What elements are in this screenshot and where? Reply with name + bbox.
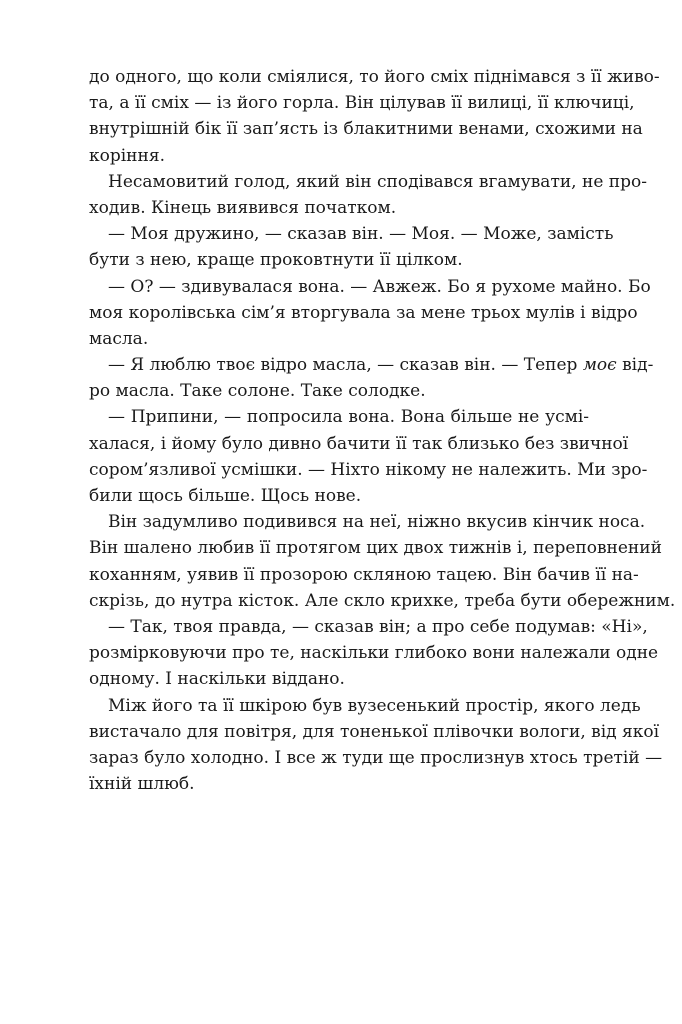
text-line: скрізь, до нутра кісток. Але скло крихке, треба бути обережним. xyxy=(89,590,676,611)
paragraph-6 xyxy=(89,404,648,509)
text-line: — Так, твоя правда, — сказав він; а про себе подумав: «Ні», xyxy=(108,616,648,637)
text-line: халася, і йому було дивно бачити її так близько без звичної xyxy=(89,433,629,454)
text-line: бути з нею, краще проковтнути її цілком. xyxy=(89,250,463,271)
text-line: масла. xyxy=(89,328,149,349)
text-line: вистачало для повітря, для тоненької плівочки вологи, від якої xyxy=(89,721,660,742)
text-line: моя королівська сім’я вторгувала за мене трьох мулів і відро xyxy=(89,302,638,323)
text-line: били щось більше. Щось нове. xyxy=(89,486,362,506)
paragraph-2 xyxy=(89,169,647,221)
text-line: сором’язливої усмішки. — Ніхто нікому не належить. Ми зро- xyxy=(89,459,648,480)
paragraph-7 xyxy=(89,509,676,614)
text-line: до одного, що коли сміялися, то його сміх піднімався з її живо- xyxy=(89,67,660,87)
text-line: — Моя дружино, — сказав він. — Моя. — Може, замість xyxy=(108,224,614,245)
paragraph-1 xyxy=(89,64,660,169)
text-line: зараз було холодно. І все ж туди ще прослизнув хтось третій — xyxy=(89,747,663,768)
text-line: та, а її сміх — із його горла. Він цілував її вилиці, її ключиці, xyxy=(89,93,635,114)
text-line: ро масла. Таке солоне. Таке солодке. xyxy=(89,381,426,402)
paragraph-5 xyxy=(89,352,654,404)
text-line: коханням, уявив її прозорою скляною тацею. Він бачив її на- xyxy=(89,564,639,585)
text-line: — Припини, — попросила вона. Вона більше не усмі- xyxy=(108,407,589,428)
text-line: Між його та її шкірою був вузесенький простір, якого ледь xyxy=(108,695,641,716)
text-line: одному. І наскільки віддано. xyxy=(89,669,345,690)
text-line: їхній шлюб. xyxy=(89,774,195,795)
text-segment: від- xyxy=(616,355,654,376)
text-line: Несамовитий голод, який він сподівався вгамувати, не про- xyxy=(108,171,647,192)
book-page-text xyxy=(89,64,676,797)
italic-emphasis: моє xyxy=(582,355,617,376)
text-line xyxy=(89,352,654,378)
text-line: Він задумливо подивився на неї, ніжно вкусив кінчик носа. xyxy=(108,512,646,533)
text-line: — О? — здивувалася вона. — Авжеж. Бо я рухоме майно. Бо xyxy=(108,276,651,297)
text-segment: — Я люблю твоє відро масла, — сказав він. — Тепер xyxy=(108,355,583,376)
paragraph-9 xyxy=(89,693,663,798)
paragraph-3 xyxy=(89,221,614,273)
paragraph-8 xyxy=(89,614,659,693)
text-line: внутрішній бік її зап’ясть із блакитними венами, схожими на xyxy=(89,119,643,140)
text-line: ходив. Кінець виявився початком. xyxy=(89,197,397,218)
text-line: розмірковуючи про те, наскільки глибоко вони належали одне xyxy=(89,643,659,664)
text-line: Він шалено любив її протягом цих двох тижнів і, переповнений xyxy=(89,538,662,559)
paragraph-4 xyxy=(89,274,651,353)
text-line: коріння. xyxy=(89,145,165,166)
